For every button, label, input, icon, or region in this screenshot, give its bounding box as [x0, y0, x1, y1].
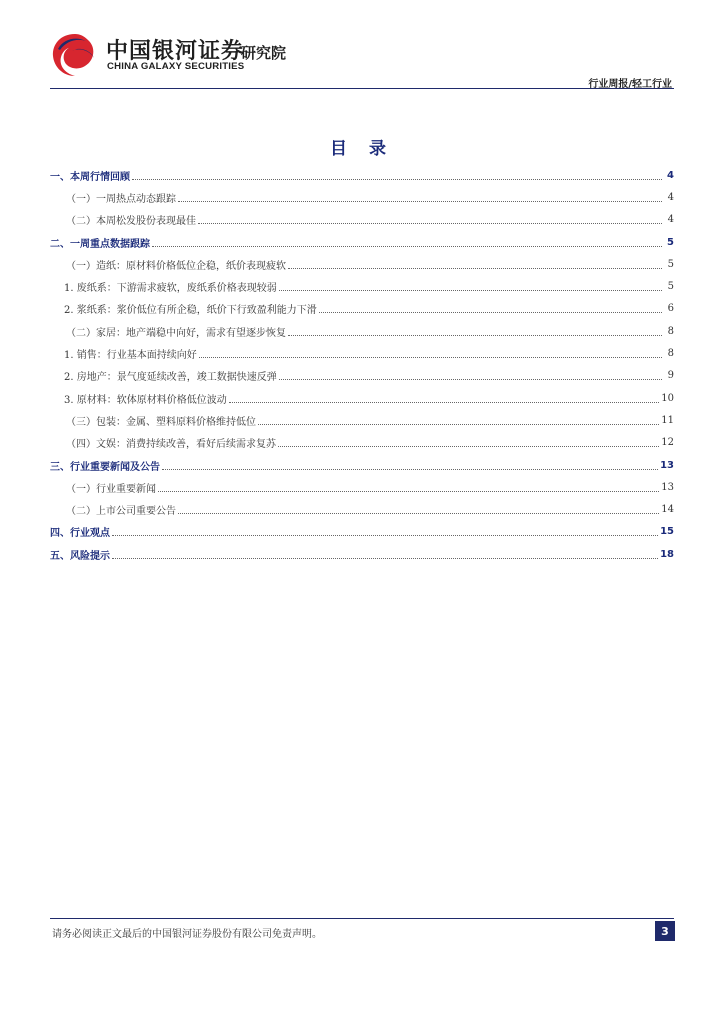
header-divider — [50, 88, 674, 89]
toc-entry-page: 9 — [667, 370, 674, 382]
toc-entry[interactable] — [50, 275, 674, 297]
brand-name-en: CHINA GALAXY SECURITIES — [107, 61, 245, 72]
toc-entry-label: 五、风险提示 — [50, 550, 110, 562]
toc-entry-label: （四）文娱：消费持续改善，看好后续需求复苏 — [66, 439, 276, 451]
toc-entry-page: 18 — [660, 548, 674, 560]
toc-dot-leader — [229, 402, 660, 403]
toc-entry-label: 四、行业观点 — [50, 528, 110, 540]
toc-entry-page: 13 — [661, 481, 674, 493]
toc-entry-page: 8 — [667, 325, 674, 337]
toc-dot-leader — [279, 379, 662, 380]
toc-dot-leader — [198, 223, 662, 224]
toc-entry[interactable] — [50, 476, 674, 498]
footer-divider — [50, 918, 674, 919]
toc-entry[interactable] — [50, 231, 674, 253]
toc-dot-leader — [279, 290, 662, 291]
toc-entry-label: 1. 废纸系：下游需求疲软，废纸系价格表现较弱 — [64, 283, 277, 295]
toc-entry-page: 4 — [667, 169, 674, 181]
report-type-label: 行业周报/轻工行业 — [588, 79, 672, 90]
toc-entry-page: 4 — [667, 214, 674, 226]
toc-entry-page: 10 — [661, 392, 674, 404]
toc-entry-label: 二、一周重点数据跟踪 — [50, 238, 150, 250]
toc-dot-leader — [158, 491, 659, 492]
toc-dot-leader — [288, 268, 662, 269]
disclaimer-note: 请务必阅读正文最后的中国银河证券股份有限公司免责声明。 — [52, 929, 322, 940]
toc-entry-label: 2. 房地产：景气度延续改善，竣工数据快速反弹 — [64, 372, 277, 384]
toc-entry-page: 12 — [661, 437, 674, 449]
toc-entry-label: （一）行业重要新闻 — [66, 483, 156, 495]
toc-entry-label: （二）上市公司重要公告 — [66, 506, 176, 518]
toc-entry[interactable] — [50, 164, 674, 186]
toc-dot-leader — [112, 558, 658, 559]
toc-dot-leader — [112, 535, 658, 536]
toc-entry-page: 14 — [661, 504, 674, 516]
toc-dot-leader — [132, 179, 662, 180]
table-of-contents — [50, 164, 674, 565]
toc-entry-label: 一、本周行情回顾 — [50, 171, 130, 183]
toc-entry-page: 5 — [667, 258, 674, 270]
page-header — [50, 24, 674, 92]
toc-entry-page: 5 — [667, 236, 674, 248]
toc-entry[interactable] — [50, 186, 674, 208]
toc-entry-page: 4 — [667, 191, 674, 203]
research-institute-label: 研究院 — [241, 44, 287, 62]
toc-entry[interactable] — [50, 432, 674, 454]
toc-entry-page: 8 — [667, 348, 674, 360]
toc-entry[interactable] — [50, 454, 674, 476]
toc-dot-leader — [178, 513, 659, 514]
galaxy-logo-icon — [50, 31, 100, 79]
toc-entry[interactable] — [50, 521, 674, 543]
toc-entry[interactable] — [50, 409, 674, 431]
toc-entry[interactable] — [50, 209, 674, 231]
toc-dot-leader — [319, 312, 662, 313]
toc-entry-label: （二）家居：地产端稳中向好，需求有望逐步恢复 — [66, 327, 286, 339]
toc-entry-label: （一）一周热点动态跟踪 — [66, 193, 176, 205]
brand-name-cn: 中国银河证券 — [106, 39, 245, 64]
toc-entry-label: （一）造纸：原材料价格低位企稳，纸价表现疲软 — [66, 260, 286, 272]
toc-entry[interactable] — [50, 342, 674, 364]
toc-dot-leader — [278, 446, 659, 447]
page-number-badge: 3 — [655, 921, 675, 941]
toc-entry-page: 5 — [667, 281, 674, 293]
toc-entry-label: 三、行业重要新闻及公告 — [50, 461, 160, 473]
toc-dot-leader — [288, 335, 662, 336]
toc-entry-page: 11 — [661, 414, 674, 426]
toc-entry-label: （三）包装：金属、塑料原料价格维持低位 — [66, 416, 256, 428]
toc-entry[interactable] — [50, 253, 674, 275]
toc-entry[interactable] — [50, 320, 674, 342]
toc-entry-label: （二）本周松发股份表现最佳 — [66, 216, 196, 228]
toc-dot-leader — [178, 201, 662, 202]
toc-entry-page: 15 — [660, 526, 674, 538]
toc-dot-leader — [152, 246, 662, 247]
toc-entry-label: 2. 浆纸系：浆价低位有所企稳，纸价下行致盈利能力下滑 — [64, 305, 317, 317]
toc-entry[interactable] — [50, 543, 674, 565]
toc-dot-leader — [162, 469, 658, 470]
toc-dot-leader — [199, 357, 662, 358]
toc-dot-leader — [258, 424, 659, 425]
toc-entry-page: 13 — [660, 459, 674, 471]
toc-entry[interactable] — [50, 298, 674, 320]
toc-entry-label: 1. 销售：行业基本面持续向好 — [64, 350, 197, 362]
toc-entry[interactable] — [50, 365, 674, 387]
toc-entry[interactable] — [50, 498, 674, 520]
toc-entry[interactable] — [50, 387, 674, 409]
toc-title: 目 录 — [330, 139, 394, 159]
toc-entry-label: 3. 原材料：软体原材料价格低位波动 — [64, 394, 227, 406]
toc-entry-page: 6 — [667, 303, 674, 315]
